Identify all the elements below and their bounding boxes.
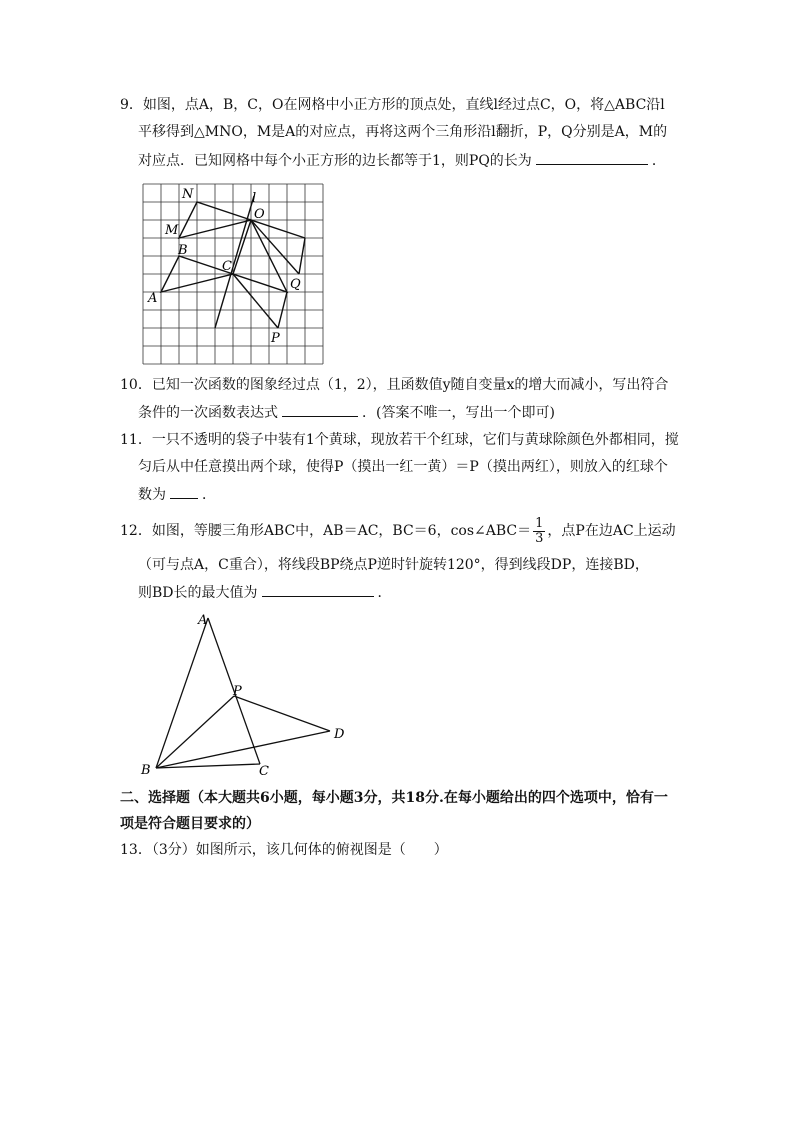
q9-grid-figure — [138, 180, 338, 370]
q10-line2-end: ．(答案不唯一，写出一个即可) — [362, 405, 555, 421]
q9-line3-text: 对应点．已知网格中每个小正方形的边长都等于1，则PQ的长为 — [138, 153, 532, 169]
q11-answer-blank[interactable] — [170, 484, 198, 499]
q11-line3 — [138, 484, 216, 505]
q9-answer-blank[interactable] — [536, 150, 648, 165]
q12-line3-text: 则BD长的最大值为 — [138, 585, 258, 601]
seg-b-p — [156, 696, 234, 768]
label-N: N — [182, 187, 194, 202]
q12-line1 — [120, 516, 676, 546]
q11-line3-text: 数为 — [138, 487, 166, 503]
q12-triangle-figure — [130, 608, 360, 783]
q13-line1: 13．（3分）如图所示，该几何体的俯视图是（ ） — [120, 842, 448, 858]
q10-answer-blank[interactable] — [282, 402, 358, 417]
label-P: P — [233, 684, 242, 699]
label-B: B — [141, 763, 151, 778]
q10-line1: 10．已知一次函数的图象经过点（1，2），且函数值y随自变量x的增大而减小，写出符合 — [120, 377, 669, 393]
section2-heading-line2: 项是符合题目要求的） — [120, 816, 260, 832]
q11-line1: 11．一只不透明的袋子中装有1个黄球，现放若干个红球，它们与黄球除颜色外都相同，搅 — [120, 432, 679, 448]
q12-line3 — [138, 582, 392, 603]
label-D: D — [334, 727, 345, 742]
seg-a-b — [156, 618, 208, 768]
q9-line3 — [138, 150, 666, 171]
section2-heading-line1: 二、选择题（本大题共6小题，每小题3分，共18分.在每小题给出的四个选项中，恰有一 — [120, 790, 668, 806]
q12-line1-text: 12．如图，等腰三角形ABC中，AB＝AC，BC＝6，cos∠ABC＝ — [120, 523, 532, 539]
label-B: B — [178, 243, 188, 258]
q12-line1-end: ，点P在边AC上运动 — [547, 523, 676, 539]
q10-line2 — [138, 402, 555, 423]
label-C: C — [259, 764, 269, 779]
label-A: A — [148, 291, 158, 306]
label-O: O — [254, 207, 265, 222]
label-l: l — [252, 191, 257, 206]
label-C: C — [222, 259, 232, 274]
q9-line1: 9．如图，点A，B，C，O在网格中小正方形的顶点处，直线l经过点C，O，将△ABC沿l — [120, 97, 665, 113]
seg-p-d — [234, 696, 330, 731]
cos-fraction — [533, 517, 545, 546]
q10-line2-text: 条件的一次函数表达式 — [138, 405, 278, 421]
label-P: P — [271, 331, 280, 346]
seg-b-d — [156, 731, 330, 768]
label-M: M — [165, 223, 179, 238]
label-A: A — [198, 613, 208, 628]
q11-line3-end: ． — [202, 487, 216, 503]
q9-line2: 平移得到△MNO，M是A的对应点，再将这两个三角形沿l翻折，P，Q分别是A，M的 — [138, 124, 668, 140]
q11-line2: 匀后从中任意摸出两个球，使得P（摸出一红一黄）＝P（摸出两红），则放入的红球个 — [138, 459, 668, 475]
fraction-denominator: 3 — [535, 530, 544, 546]
q12-line3-end: ． — [377, 585, 392, 601]
fraction-numerator: 1 — [535, 515, 544, 531]
q9-line3-end: ． — [651, 153, 666, 169]
q12-answer-blank[interactable] — [262, 582, 374, 597]
label-Q: Q — [290, 277, 301, 292]
q12-line2: （可与点A，C重合），将线段BP绕点P逆时针旋转120°，得到线段DP，连接BD， — [138, 557, 649, 573]
line-l — [215, 196, 254, 328]
